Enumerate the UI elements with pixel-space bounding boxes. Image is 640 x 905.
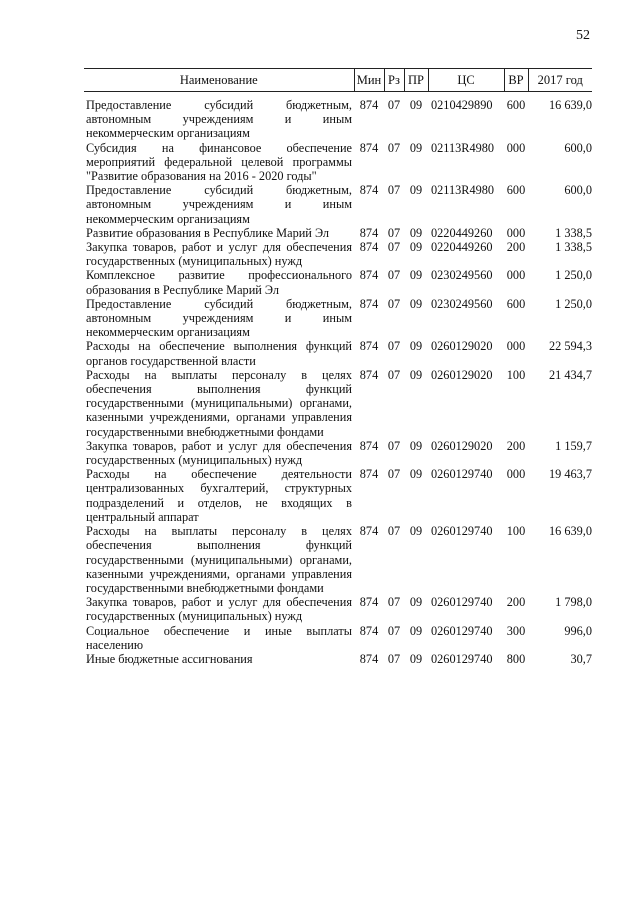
row-name: Комплексное развитие профессионального образования в Республике Марий Эл (86, 268, 352, 297)
row-min: 874 (359, 467, 379, 482)
row-cs: 0260129740 (431, 595, 493, 610)
budget-table (84, 68, 592, 666)
row-cs: 0260129740 (431, 467, 493, 482)
table-row (84, 297, 592, 340)
row-name: Предоставление субсидий бюджетным, автономным учреждениям и иным некоммерческим организациям (86, 98, 352, 141)
table-row (84, 183, 592, 226)
row-min: 874 (359, 595, 379, 610)
row-pr: 09 (409, 225, 423, 240)
row-name: Расходы на обеспечение выполнения функций органов государственной власти (86, 339, 352, 368)
row-name: Предоставление субсидий бюджетным, автономным учреждениям и иным некоммерческим организациям (86, 183, 352, 226)
row-name: Субсидия на финансовое обеспечение мероприятий федеральной целевой программы "Развитие образования на 2016 - 2020 годы" (86, 140, 352, 184)
table-row (84, 141, 592, 184)
row-pr: 09 (409, 140, 423, 155)
row-vr: 000 (506, 140, 526, 155)
row-name: Закупка товаров, работ и услуг для обеспечения государственных (муниципальных) нужд (86, 240, 352, 269)
row-sum: 19 463,7 (548, 467, 592, 482)
header-min: Мин (354, 69, 384, 92)
row-rz: 07 (387, 524, 401, 539)
row-pr: 09 (409, 296, 423, 311)
table-row (84, 524, 592, 595)
row-sum: 1 338,5 (555, 225, 592, 240)
row-cs: 0260129020 (431, 367, 493, 382)
row-sum: 1 250,0 (555, 268, 592, 283)
row-rz: 07 (387, 595, 401, 610)
row-min: 874 (359, 339, 379, 354)
row-pr: 09 (409, 623, 423, 638)
row-min: 874 (359, 623, 379, 638)
row-cs: 0210429890 (431, 98, 493, 112)
row-name: Расходы на выплаты персоналу в целях обеспечения выполнения функций государственными (муниципальными) органами, казенными учреждениями, органами управления государственными внебюджетными фондами (86, 524, 352, 595)
row-min: 874 (359, 240, 379, 255)
row-cs: 02113R4980 (431, 183, 495, 198)
row-sum: 1 338,5 (555, 240, 592, 255)
row-min: 874 (359, 98, 379, 112)
table-row (84, 226, 592, 240)
row-name: Закупка товаров, работ и услуг для обеспечения государственных (муниципальных) нужд (86, 595, 352, 624)
row-sum: 1 159,7 (555, 438, 592, 453)
header-rz: Рз (384, 69, 404, 92)
row-name: Закупка товаров, работ и услуг для обеспечения государственных (муниципальных) нужд (86, 438, 352, 468)
row-pr: 09 (409, 524, 423, 539)
table-row (84, 652, 592, 666)
row-vr: 100 (506, 524, 526, 539)
page-number: 52 (576, 28, 590, 43)
row-pr: 09 (409, 183, 423, 198)
header-cs: ЦС (428, 69, 504, 92)
row-sum: 30,7 (570, 651, 592, 666)
row-name: Расходы на обеспечение деятельности централизованных бухгалтерий, структурных подразделений и отделов, не входящих в центральный аппарат (86, 467, 352, 524)
row-rz: 07 (387, 140, 401, 155)
row-rz: 07 (387, 296, 401, 311)
row-cs: 0230249560 (431, 296, 493, 311)
row-pr: 09 (409, 240, 423, 255)
row-vr: 200 (506, 240, 526, 255)
row-rz: 07 (387, 467, 401, 482)
row-vr: 000 (506, 225, 526, 240)
row-cs: 0230249560 (431, 268, 493, 283)
table-header (84, 69, 592, 99)
row-pr: 09 (409, 367, 423, 382)
row-name: Предоставление субсидий бюджетным, автономным учреждениям и иным некоммерческим организациям (86, 296, 352, 340)
header-year: 2017 год (528, 69, 592, 92)
row-min: 874 (359, 268, 379, 283)
row-sum: 1 250,0 (555, 296, 592, 311)
row-cs: 0260129020 (431, 339, 493, 354)
row-sum: 16 639,0 (548, 524, 592, 539)
row-pr: 09 (409, 438, 423, 453)
row-sum: 22 594,3 (548, 339, 592, 354)
row-rz: 07 (387, 651, 401, 666)
table-row (84, 368, 592, 439)
row-sum: 600,0 (564, 183, 592, 198)
row-min: 874 (359, 183, 379, 198)
row-min: 874 (359, 367, 379, 382)
row-cs: 0260129740 (431, 623, 493, 638)
row-vr: 000 (506, 467, 526, 482)
row-sum: 996,0 (564, 623, 592, 638)
row-vr: 600 (506, 296, 526, 311)
header-vr: ВР (504, 69, 528, 92)
row-rz: 07 (387, 339, 401, 354)
table-row (84, 595, 592, 623)
row-rz: 07 (387, 268, 401, 283)
row-rz: 07 (387, 183, 401, 198)
row-vr: 000 (506, 268, 526, 283)
row-vr: 600 (506, 98, 526, 112)
row-rz: 07 (387, 623, 401, 638)
row-rz: 07 (387, 367, 401, 382)
table-row (84, 240, 592, 268)
row-min: 874 (359, 438, 379, 453)
table-row (84, 339, 592, 367)
row-name: Развитие образования в Республике Марий Эл (86, 225, 330, 240)
row-cs: 0220449260 (431, 240, 493, 255)
row-cs: 0260129020 (431, 438, 493, 453)
table-row (84, 98, 592, 141)
row-rz: 07 (387, 240, 401, 255)
row-min: 874 (359, 140, 379, 155)
row-name: Иные бюджетные ассигнования (86, 651, 253, 666)
table-row (84, 439, 592, 467)
row-rz: 07 (387, 98, 401, 112)
row-pr: 09 (409, 651, 423, 666)
row-vr: 000 (506, 339, 526, 354)
row-pr: 09 (409, 98, 423, 112)
row-sum: 1 798,0 (555, 595, 592, 610)
row-vr: 200 (506, 595, 526, 610)
table-body (84, 98, 592, 666)
row-sum: 16 639,0 (548, 98, 592, 112)
row-sum: 21 434,7 (548, 367, 592, 382)
header-name: Наименование (84, 69, 354, 92)
row-cs: 0220449260 (431, 225, 493, 240)
row-pr: 09 (409, 595, 423, 610)
row-min: 874 (359, 225, 379, 240)
row-min: 874 (359, 296, 379, 311)
row-vr: 800 (506, 651, 526, 666)
row-cs: 0260129740 (431, 524, 493, 539)
row-vr: 300 (506, 623, 526, 638)
row-pr: 09 (409, 339, 423, 354)
row-vr: 600 (506, 183, 526, 198)
row-min: 874 (359, 524, 379, 539)
row-cs: 0260129740 (431, 651, 493, 666)
table-row (84, 467, 592, 524)
table-row (84, 268, 592, 296)
row-name: Социальное обеспечение и иные выплаты населению (86, 623, 352, 652)
row-cs: 02113R4980 (431, 140, 495, 155)
row-pr: 09 (409, 467, 423, 482)
row-vr: 100 (506, 367, 526, 382)
row-vr: 200 (506, 438, 526, 453)
row-name: Расходы на выплаты персоналу в целях обеспечения выполнения функций государственными (муниципальными) органами, казенными учреждениями, органами управления государственными внебюджетными фондами (86, 367, 352, 439)
row-rz: 07 (387, 225, 401, 240)
row-rz: 07 (387, 438, 401, 453)
header-pr: ПР (404, 69, 428, 92)
row-min: 874 (359, 651, 379, 666)
row-sum: 600,0 (564, 140, 592, 155)
table-row (84, 624, 592, 652)
row-pr: 09 (409, 268, 423, 283)
